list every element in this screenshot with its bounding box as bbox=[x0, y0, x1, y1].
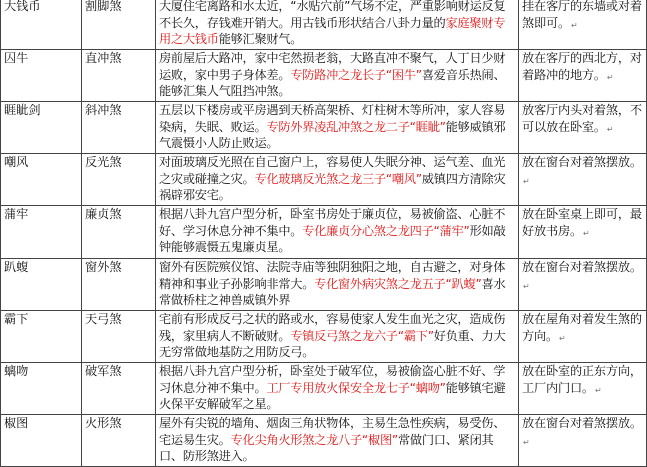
sha-type-cell bbox=[82, 415, 156, 467]
return-mark-icon: ↵ bbox=[582, 228, 590, 238]
talisman-name: 螭吻 bbox=[4, 364, 29, 378]
placement-cell bbox=[519, 102, 647, 154]
placement-text: 放客厅内头对着煞，不可以放在卧室。 bbox=[522, 103, 642, 134]
table-row bbox=[1, 363, 647, 415]
talisman-name: 睚眦剑 bbox=[4, 103, 41, 117]
table-body bbox=[1, 0, 647, 467]
placement-text: 放在窗台对着煞摆放。 bbox=[522, 416, 642, 430]
return-mark-icon: ↵ bbox=[523, 281, 530, 291]
sha-type-cell bbox=[82, 50, 156, 102]
description-text-tail: 威镇四方清除灾祸辟邪安宅。 bbox=[159, 171, 506, 203]
return-mark-icon: ↵ bbox=[558, 333, 566, 343]
sha-type: 直冲煞 bbox=[85, 51, 122, 65]
sha-type-cell bbox=[82, 311, 156, 363]
placement-text: 放在窗台对着煞摆放。 bbox=[522, 155, 642, 169]
talisman-name: 囚牛 bbox=[4, 51, 29, 65]
description-text-tail: 喜爱音乐热闹、能够汇集人气阻挡冲煞。 bbox=[159, 67, 506, 99]
talisman-name: 霸下 bbox=[4, 312, 29, 326]
talisman-name: 椒图 bbox=[4, 416, 29, 430]
placement-cell bbox=[519, 311, 647, 363]
placement-cell bbox=[519, 415, 647, 467]
talisman-name-cell bbox=[1, 311, 82, 363]
description-cell bbox=[156, 206, 519, 259]
table-row bbox=[1, 415, 647, 467]
description-highlight: 专化廉贞分心煞之龙四子“蒲牢” bbox=[302, 223, 470, 238]
sha-type: 天弓煞 bbox=[85, 312, 122, 326]
table-row bbox=[1, 154, 647, 206]
return-mark-icon: ↵ bbox=[523, 176, 530, 186]
description-text-tail: 能够镇宅避火保平安解破军之星。 bbox=[159, 380, 506, 412]
talisman-name-cell bbox=[1, 363, 82, 415]
talisman-name: 嘲风 bbox=[4, 155, 29, 169]
description-cell bbox=[156, 154, 519, 206]
description-text-tail: 能够威镇邪气震慑小人防止败运。 bbox=[159, 119, 506, 151]
description-highlight: 专化玻璃反光煞之龙三子“嘲风” bbox=[254, 171, 422, 186]
talisman-name-cell bbox=[1, 50, 82, 102]
table-row bbox=[1, 50, 647, 102]
placement-text: 放在客厅的西北方，对着路冲的地方。 bbox=[522, 51, 642, 82]
description-cell bbox=[156, 311, 519, 363]
table-row bbox=[1, 102, 647, 154]
description-cell bbox=[156, 102, 519, 154]
description-highlight: 工厂专用放火保安全龙七子“螭吻” bbox=[266, 380, 446, 395]
description-text-tail: 常做门口、紧闭其口、防形煞进入。 bbox=[159, 432, 494, 464]
description-text-tail: 好负重、力大无穷常做地基防之用防反弓。 bbox=[159, 328, 506, 360]
placement-cell bbox=[519, 259, 647, 311]
sha-type-cell bbox=[82, 102, 156, 154]
placement-cell bbox=[519, 363, 647, 415]
return-mark-icon: ↵ bbox=[570, 20, 578, 30]
sha-type: 窗外煞 bbox=[85, 260, 122, 274]
placement-cell bbox=[519, 0, 647, 50]
sha-type-cell bbox=[82, 363, 156, 415]
placement-cell bbox=[519, 154, 647, 206]
description-text: 根据八卦九宫户型分析，卧室书房处于廉贞位，易被偷盗、心脏不好、学习休息分神不集中。 bbox=[159, 207, 506, 238]
talisman-name-cell bbox=[1, 154, 82, 206]
talisman-name-cell bbox=[1, 206, 82, 259]
sha-type: 斜冲煞 bbox=[85, 103, 122, 117]
description-text-tail: 能够汇聚财气。 bbox=[218, 32, 303, 47]
description-cell bbox=[156, 0, 519, 50]
description-text: 根据八卦九宫户型分析，卧室处于破军位，易被偷盗心脏不好、学习休息分神不集中。 bbox=[159, 364, 506, 395]
description-highlight: 家庭聚财专用之大钱币 bbox=[159, 15, 506, 47]
talisman-name: 蒲牢 bbox=[4, 207, 29, 221]
description-highlight: 专化窗外病灾煞之龙五子“趴蝮” bbox=[314, 276, 482, 291]
placement-text: 放在窗台对着煞摆放。 bbox=[522, 260, 642, 274]
sha-type-cell bbox=[82, 154, 156, 206]
talisman-name-cell bbox=[1, 259, 82, 311]
table-row bbox=[1, 259, 647, 311]
return-mark-icon: ↵ bbox=[523, 437, 530, 447]
description-cell bbox=[156, 259, 519, 311]
placement-cell bbox=[519, 50, 647, 102]
sha-type-cell bbox=[82, 206, 156, 259]
placement-text: 挂在客厅的东墙或对着煞即可。 bbox=[522, 0, 642, 30]
description-highlight: 专化尖角火形煞之龙八子“椒图” bbox=[230, 432, 398, 447]
sha-type-cell bbox=[82, 259, 156, 311]
talisman-name-cell bbox=[1, 0, 82, 50]
description-text-tail: 喜水常做桥柱之神兽威镇外界 bbox=[159, 276, 506, 308]
description-text: 房前屋后大路冲，家中宅然损老翁，大路直冲不聚气，人丁日少财运败，家中男子身体差。 bbox=[159, 51, 506, 82]
description-text: 五层以下楼房或平房遇到天桥高架桥、灯柱树木等所冲，家人容易染病，失眠、败运。 bbox=[159, 103, 506, 134]
placement-text: 放在屋角对着发生煞的方向。 bbox=[522, 312, 642, 343]
description-text-tail: 形如敲钟能够震慑五鬼廉贞星。 bbox=[159, 223, 506, 255]
description-highlight: 专镇反弓煞之龙六子“霸下” bbox=[290, 328, 434, 343]
talisman-name-cell bbox=[1, 415, 82, 467]
description-highlight: 专防路冲之龙长子“困牛” bbox=[290, 67, 422, 82]
description-cell bbox=[156, 415, 519, 467]
sha-type: 廉贞煞 bbox=[85, 207, 122, 221]
placement-text: 放在卧室的正东方向，工厂内门口。 bbox=[522, 364, 642, 395]
table-row bbox=[1, 206, 647, 259]
placement-cell bbox=[519, 206, 647, 259]
sha-type: 反光煞 bbox=[85, 155, 122, 169]
description-text: 对面玻璃反光照在自己窗户上，容易使人失眠分神、运气差、血光之灾或碰撞之灾。 bbox=[159, 155, 506, 186]
description-highlight: 专防外界凌乱冲煞之龙二子“睚眦” bbox=[266, 119, 446, 134]
talisman-name: 大钱币 bbox=[4, 0, 41, 13]
description-cell bbox=[156, 363, 519, 415]
sha-type: 破军煞 bbox=[85, 364, 122, 378]
description-text: 屋外有尖锐的墙角、烟囱三角状物体，主易生急性疾病，易受伤、宅运易生灾。 bbox=[159, 416, 506, 447]
return-mark-icon: ↵ bbox=[594, 385, 602, 395]
description-cell bbox=[156, 50, 519, 102]
table-row bbox=[1, 0, 647, 50]
return-mark-icon: ↵ bbox=[606, 124, 614, 134]
description-text: 宅前有形成反弓之状的路或水，容易使家人发生血光之灾，造成伤残，家里病人不断破财。 bbox=[159, 312, 506, 343]
talisman-name: 趴蝮 bbox=[4, 260, 29, 274]
return-mark-icon: ↵ bbox=[606, 72, 614, 82]
table-row bbox=[1, 311, 647, 363]
description-text: 大厦住宅离路和水太近，“水贴穴前”气场不定，严重影响财运反复不长久，存钱难开销大。用古钱币形状结合八卦力量的 bbox=[159, 0, 506, 30]
talisman-name-cell bbox=[1, 102, 82, 154]
placement-text: 放在卧室桌上即可，最好放书房。 bbox=[522, 207, 642, 238]
description-text: 窗外有医院殡仪馆、法院寺庙等独阴独阳之地，自古避之，对身体精神和事业子孙影响非常大。 bbox=[159, 260, 506, 291]
sha-type-cell bbox=[82, 0, 156, 50]
sha-type: 火形煞 bbox=[85, 416, 122, 430]
sha-type: 割脚煞 bbox=[85, 0, 122, 13]
